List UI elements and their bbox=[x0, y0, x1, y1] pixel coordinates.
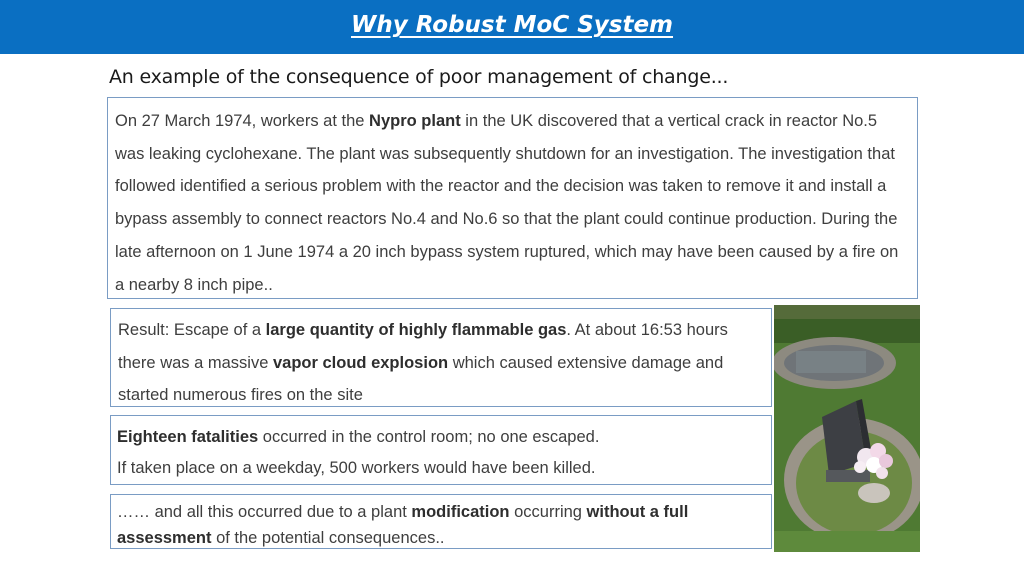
result-text-3: which caused extensive damage and started numerous fires on the site bbox=[118, 353, 724, 405]
memorial-photo-illustration bbox=[774, 305, 920, 552]
story-bold-plant: Nypro plant bbox=[369, 112, 461, 130]
fatalities-line-2: If taken place on a weekday, 500 workers would have been killed. bbox=[117, 459, 596, 477]
story-text-2: in the UK discovered that a vertical crack in reactor No.5 was leaking cyclohexane. The plant was subsequently shutdown for an investigation. The investigation that followed identified a serious problem with the reactor and the decision was taken to remove it and install a bypass assembly to connect reactors No.4 and No.6 so that the plant could continue production. During the late afternoon on 1 June 1974 a 20 inch bypass system ruptured, which may have been caused by a fire on a nearby 8 inch pipe.. bbox=[115, 112, 899, 294]
modification-text-3: of the potential consequences.. bbox=[211, 529, 445, 547]
page-title: Why Robust MoC System bbox=[350, 12, 674, 38]
header-bar bbox=[0, 0, 1024, 54]
modification-bold-1: modification bbox=[411, 503, 510, 521]
modification-box bbox=[110, 494, 772, 549]
result-bold-explosion: vapor cloud explosion bbox=[272, 353, 449, 372]
story-text-1: On 27 March 1974, workers at the bbox=[115, 112, 370, 130]
fatalities-line-1 bbox=[117, 422, 763, 453]
result-bold-gas: large quantity of highly flammable gas bbox=[265, 321, 567, 339]
result-text bbox=[118, 314, 763, 412]
memorial-photo bbox=[774, 305, 920, 552]
modification-text bbox=[117, 499, 763, 551]
fatalities-box bbox=[110, 415, 772, 485]
result-box bbox=[110, 308, 772, 407]
story-box bbox=[107, 97, 918, 299]
result-text-1: Result: Escape of a bbox=[118, 321, 266, 339]
subtitle: An example of the consequence of poor management of change... bbox=[109, 66, 729, 88]
fatalities-bold: Eighteen fatalities bbox=[117, 428, 259, 446]
result-text-2: . At about 16:53 hours there was a massive bbox=[118, 321, 728, 372]
modification-text-2: occurring bbox=[509, 503, 587, 521]
story-text bbox=[115, 105, 909, 301]
modification-text-1: …… and all this occurred due to a plant bbox=[117, 503, 412, 521]
modification-bold-2: without a full assessment bbox=[117, 503, 689, 547]
fatalities-text-1: occurred in the control room; no one escaped. bbox=[258, 428, 600, 446]
